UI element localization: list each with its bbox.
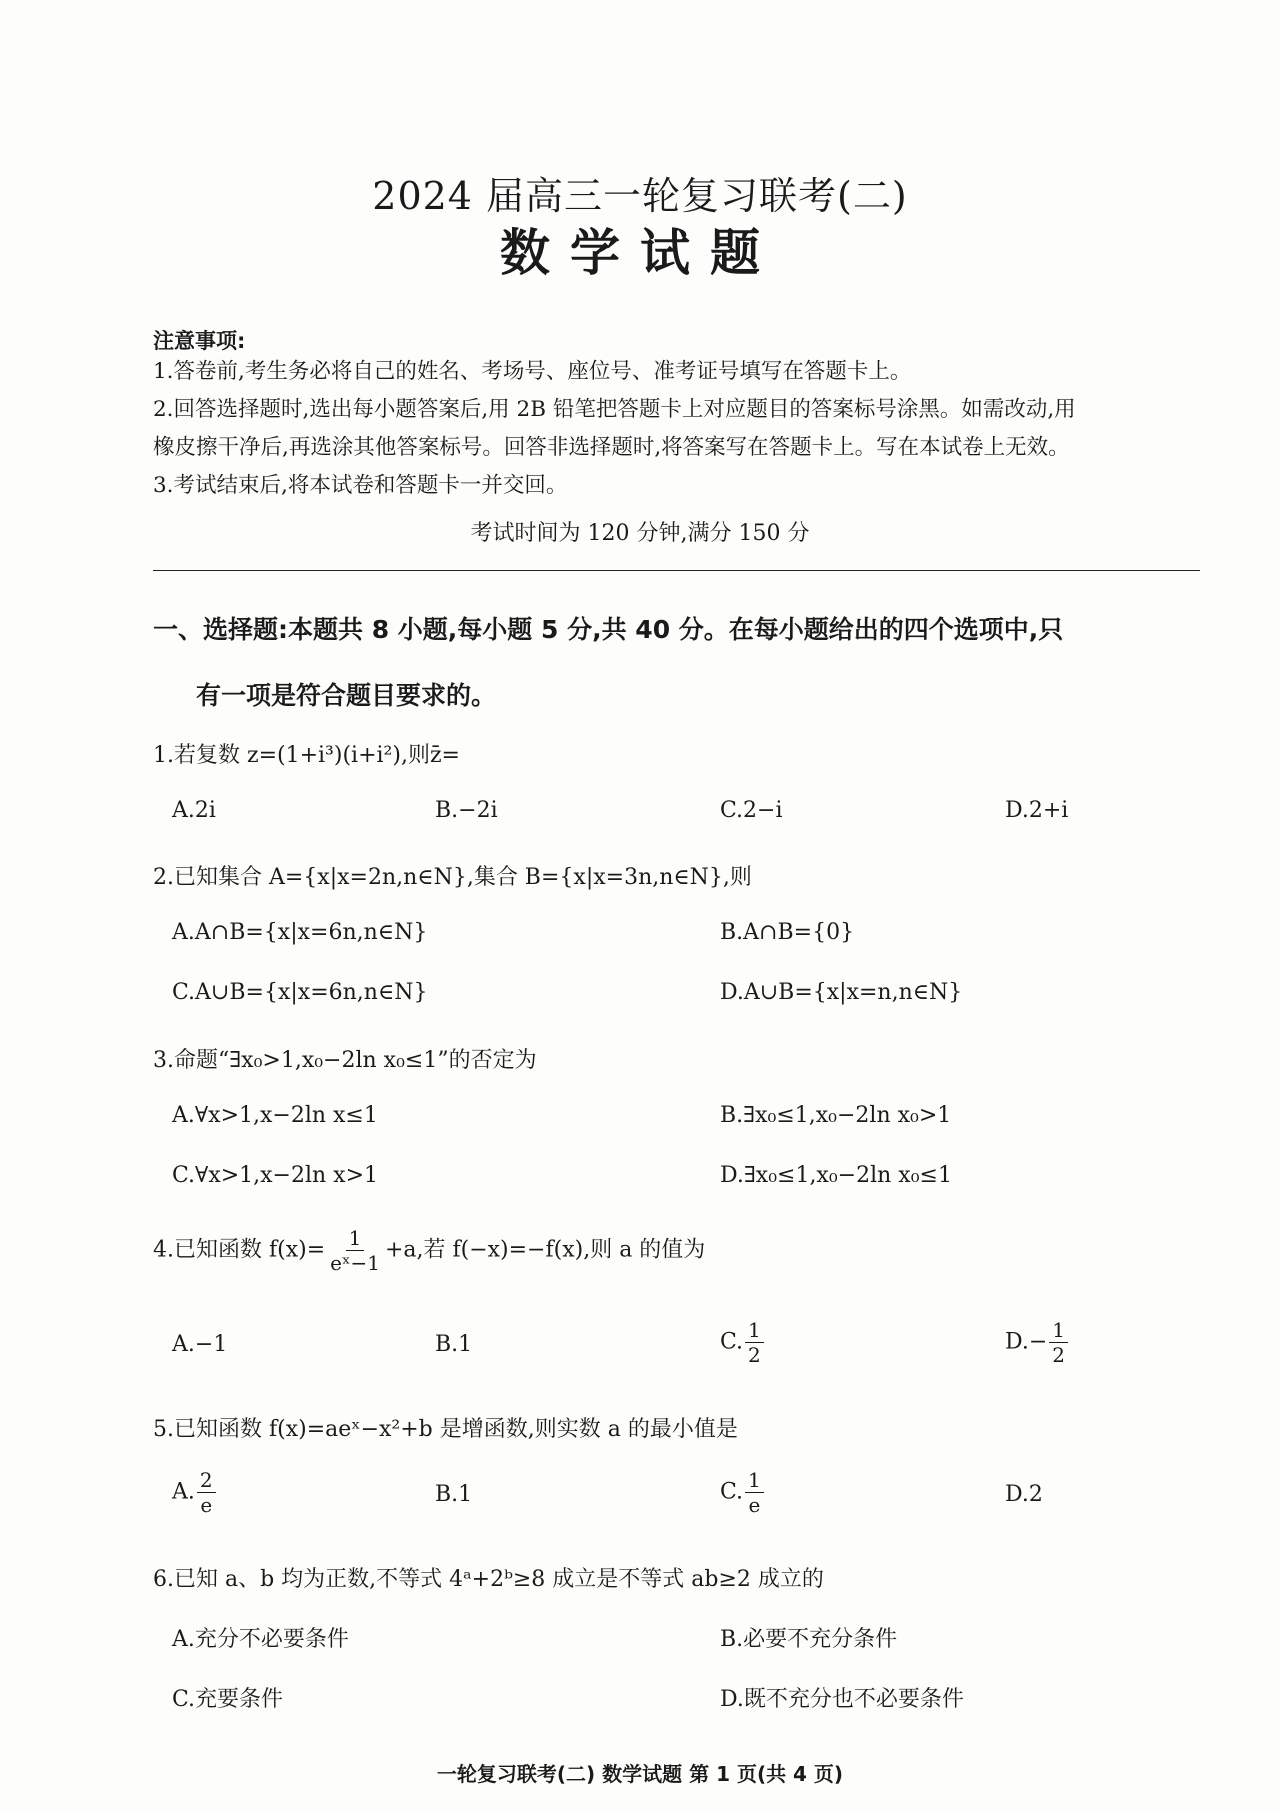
question-3-option-b: B.∃x₀≤1,x₀−2ln x₀>1	[720, 1103, 952, 1128]
question-6-option-c: C.充要条件	[172, 1687, 284, 1712]
question-4-option-d	[1005, 1318, 1070, 1367]
question-5-stem: 5.已知函数 f(x)=aeˣ−x²+b 是增函数,则实数 a 的最小值是	[153, 1417, 738, 1442]
fraction-numerator: 1	[1049, 1318, 1068, 1343]
fraction-numerator: 1	[745, 1468, 764, 1493]
fraction-numerator: 1	[745, 1318, 764, 1343]
fraction-denominator: e	[748, 1493, 761, 1517]
question-2-option-c: C.A∪B={x|x=6n,n∈N}	[172, 980, 428, 1005]
exam-subject: 数学试题	[500, 224, 780, 282]
note-3: 3.考试结束后,将本试卷和答题卡一并交回。	[153, 473, 568, 498]
page-footer: 一轮复习联考(二) 数学试题 第 1 页(共 4 页)	[436, 1762, 844, 1786]
question-3-stem: 3.命题“∃x₀>1,x₀−2ln x₀≤1”的否定为	[153, 1048, 537, 1073]
question-2-option-d: D.A∪B={x|x=n,n∈N}	[720, 980, 963, 1005]
fraction-numerator: 1	[346, 1226, 365, 1251]
question-6-option-b: B.必要不充分条件	[720, 1627, 898, 1652]
question-2-stem: 2.已知集合 A={x|x=2n,n∈N},集合 B={x|x=3n,n∈N},则	[153, 865, 752, 890]
exam-title: 2024 届高三一轮复习联考(二)	[372, 174, 908, 218]
question-5-option-b: B.1	[435, 1482, 473, 1507]
question-3-option-d: D.∃x₀≤1,x₀−2ln x₀≤1	[720, 1163, 952, 1188]
question-4-option-a: A.−1	[172, 1332, 228, 1357]
option-prefix: C.	[720, 1329, 744, 1355]
section-heading-cont: 有一项是符合题目要求的。	[196, 681, 497, 710]
option-fraction	[197, 1468, 216, 1517]
option-fraction	[1049, 1318, 1068, 1367]
question-1-option-b: B.−2i	[435, 798, 498, 823]
question-5-option-c	[720, 1468, 766, 1517]
note-2: 2.回答选择题时,选出每小题答案后,用 2B 铅笔把答题卡上对应题目的答案标号涂黑。如需改动,用	[153, 397, 1076, 422]
option-prefix: D.−	[1005, 1329, 1048, 1355]
fraction-denominator: 2	[748, 1343, 761, 1367]
question-4-option-c	[720, 1318, 766, 1367]
fraction-denominator: e	[200, 1493, 213, 1517]
fraction-numerator: 2	[197, 1468, 216, 1493]
divider	[153, 570, 1200, 571]
question-2-option-a: A.A∩B={x|x=6n,n∈N}	[172, 920, 428, 945]
question-3-option-a: A.∀x>1,x−2ln x≤1	[172, 1103, 378, 1128]
option-fraction	[745, 1318, 764, 1367]
question-4-option-b: B.1	[435, 1332, 473, 1357]
option-prefix: A.	[172, 1479, 195, 1505]
question-4-stem	[153, 1226, 705, 1275]
question-1-stem: 1.若复数 z=(1+i³)(i+i²),则z̄=	[153, 743, 460, 768]
fraction-denominator: 2	[1052, 1343, 1066, 1367]
option-prefix: C.	[720, 1479, 744, 1505]
note-1: 1.答卷前,考生务必将自己的姓名、考场号、座位号、准考证号填写在答题卡上。	[153, 359, 912, 384]
question-2-option-b: B.A∩B={0}	[720, 920, 855, 945]
question-6-option-d: D.既不充分也不必要条件	[720, 1687, 964, 1712]
question-5-option-d: D.2	[1005, 1482, 1043, 1507]
question-1-option-a: A.2i	[172, 798, 216, 823]
question-1-option-d: D.2+i	[1005, 798, 1069, 823]
question-6-option-a: A.充分不必要条件	[172, 1627, 349, 1652]
question-6-stem: 6.已知 a、b 均为正数,不等式 4ᵃ+2ᵇ≥8 成立是不等式 ab≥2 成立的	[153, 1567, 824, 1592]
question-4-stem-after: +a,若 f(−x)=−f(x),则 a 的值为	[384, 1237, 706, 1263]
option-fraction	[745, 1468, 764, 1517]
question-1-option-c: C.2−i	[720, 798, 783, 823]
notes-heading: 注意事项:	[153, 329, 246, 353]
section-heading: 一、选择题:本题共 8 小题,每小题 5 分,共 40 分。在每小题给出的四个选项中,只	[153, 615, 1064, 644]
question-5-option-a	[172, 1468, 218, 1517]
question-4-stem-before: 4.已知函数 f(x)=	[153, 1237, 326, 1263]
question-4-fraction	[327, 1226, 383, 1275]
question-3-option-c: C.∀x>1,x−2ln x>1	[172, 1163, 379, 1188]
fraction-denominator: eˣ−1	[330, 1251, 380, 1275]
note-2-cont: 橡皮擦干净后,再选涂其他答案标号。回答非选择题时,将答案写在答题卡上。写在本试卷上无效。	[153, 435, 1070, 460]
exam-time: 考试时间为 120 分钟,满分 150 分	[470, 521, 810, 546]
